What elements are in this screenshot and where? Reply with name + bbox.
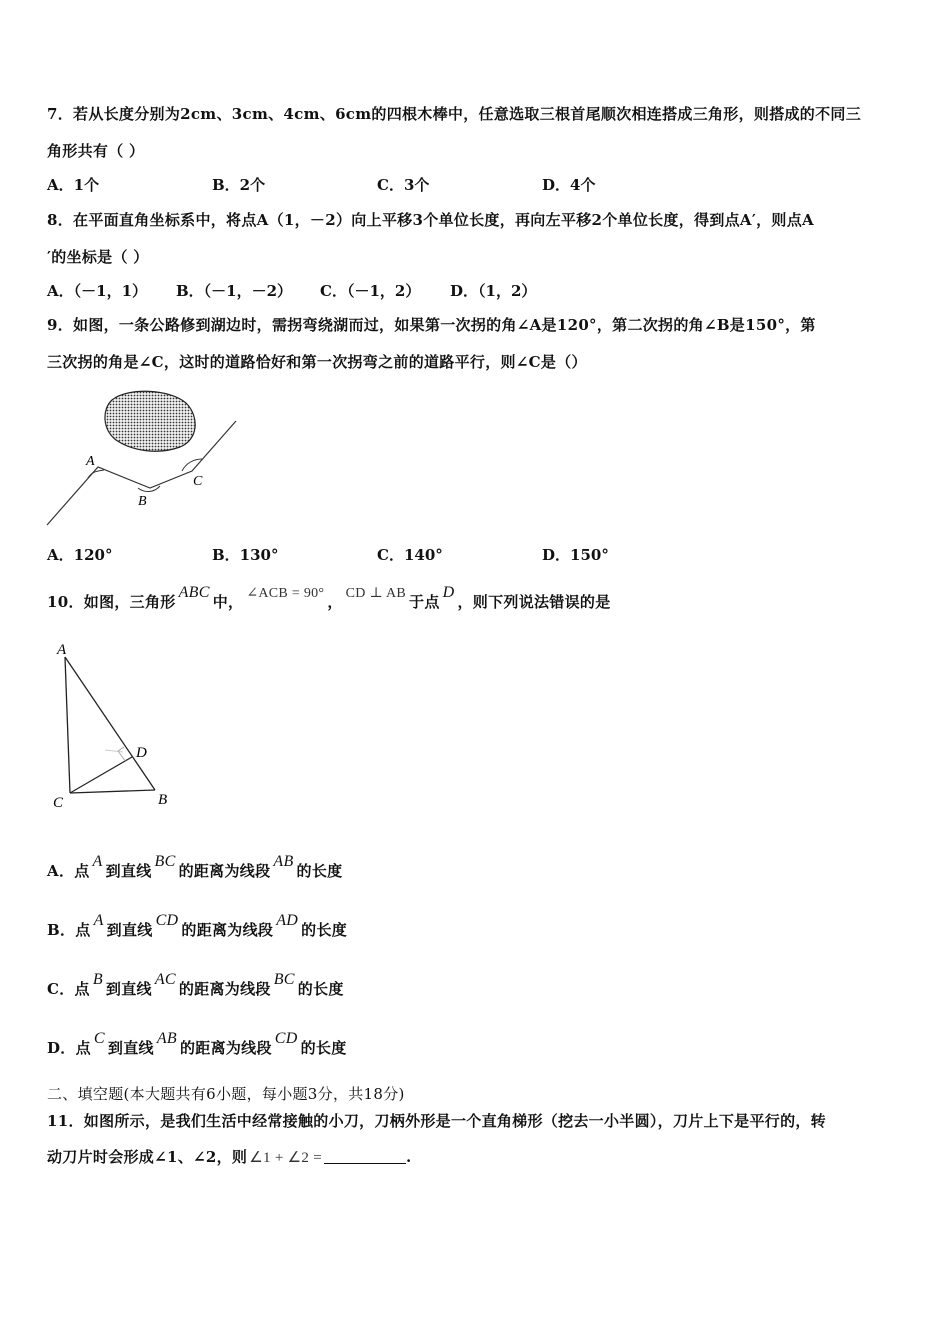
q10-mid3: 于点 [409,593,440,611]
q9-option-a: A．120° [47,546,113,564]
q8-option-d: D．（1，2） [450,282,537,300]
q10-mid2: ， [327,593,343,611]
q10-option-b: B．点A到直线CD的距离为线段AD的长度 [47,912,348,939]
lake-shape [105,391,195,451]
q7-option-c: C．3个 [377,176,430,194]
q9-option-b: B．130° [212,546,279,564]
q10-prefix: 10．如图，三角形 [47,593,176,611]
q10-option-c: C．点B到直线AC的距离为线段BC的长度 [47,971,344,998]
q10-suffix: ，则下列说法错误的是 [457,593,611,611]
q10-option-d: D．点C到直线AB的距离为线段CD的长度 [47,1030,347,1057]
q10-math-angle: ∠ACB = 90° [246,586,325,601]
q8-option-a: A．（－1，1） [47,282,148,300]
q10-math-d: D [442,584,455,601]
q9-option-d: D．150° [542,546,609,564]
q8-line1: 8．在平面直角坐标系中，将点A（1，－2）向上平移3个单位长度，再向左平移2个单位长度，得到点A′，则点A [47,211,814,229]
q10-math-perp: CD ⊥ AB [345,586,407,601]
q8-option-b: B．（－1，－2） [176,282,293,300]
q9-line1: 9．如图，一条公路修到湖边时，需拐弯绕湖而过，如果第一次拐的角∠A是120°，第二次拐的角∠B是150°，第 [47,316,816,334]
q10-option-a: A．点A到直线BC的距离为线段AB的长度 [47,853,343,880]
q8-line2: ′的坐标是（ ） [47,248,149,266]
q7-option-b: B．2个 [212,176,266,194]
q7-option-a: A．1个 [47,176,100,194]
q10-label-d: D [136,745,147,761]
q11-math: ∠1 + ∠2 = [249,1150,322,1166]
q8-option-c: C．（－1，2） [320,282,421,300]
q10-triangle-figure [45,640,185,815]
q9-option-c: C．140° [377,546,443,564]
section2-heading: 二、填空题(本大题共有6小题，每小题3分，共18分) [47,1085,405,1103]
q10-mid1: 中， [212,593,244,611]
q7-option-d: D．4个 [542,176,596,194]
q10-math-abc: ABC [178,584,210,601]
q7-line1: 7．若从长度分别为2cm、3cm、4cm、6cm的四根木棒中，任意选取三根首尾顺次相连搭成三角形，则搭成的不同三 [47,105,862,123]
q11-line2: 动刀片时会形成∠1、∠2，则 ∠1 + ∠2 = . [47,1148,412,1166]
q11-answer-blank[interactable] [324,1149,406,1164]
q9-label-b: B [138,494,147,509]
q10-stem [47,584,611,612]
q9-label-c: C [193,474,203,489]
q9-road-figure [40,385,250,530]
q10-label-c: C [53,795,64,811]
q7-line2: 角形共有（ ） [47,142,145,160]
q10-label-b: B [158,792,168,808]
q10-label-a: A [57,642,67,658]
q9-label-a: A [86,454,95,469]
q11-line1: 11．如图所示，是我们生活中经常接触的小刀，刀柄外形是一个直角梯形（挖去一小半圆），刀片上下是平行的，转 [47,1112,826,1130]
q9-line2: 三次拐的角是∠C，这时的道路恰好和第一次拐弯之前的道路平行，则∠C是（） [47,353,587,371]
